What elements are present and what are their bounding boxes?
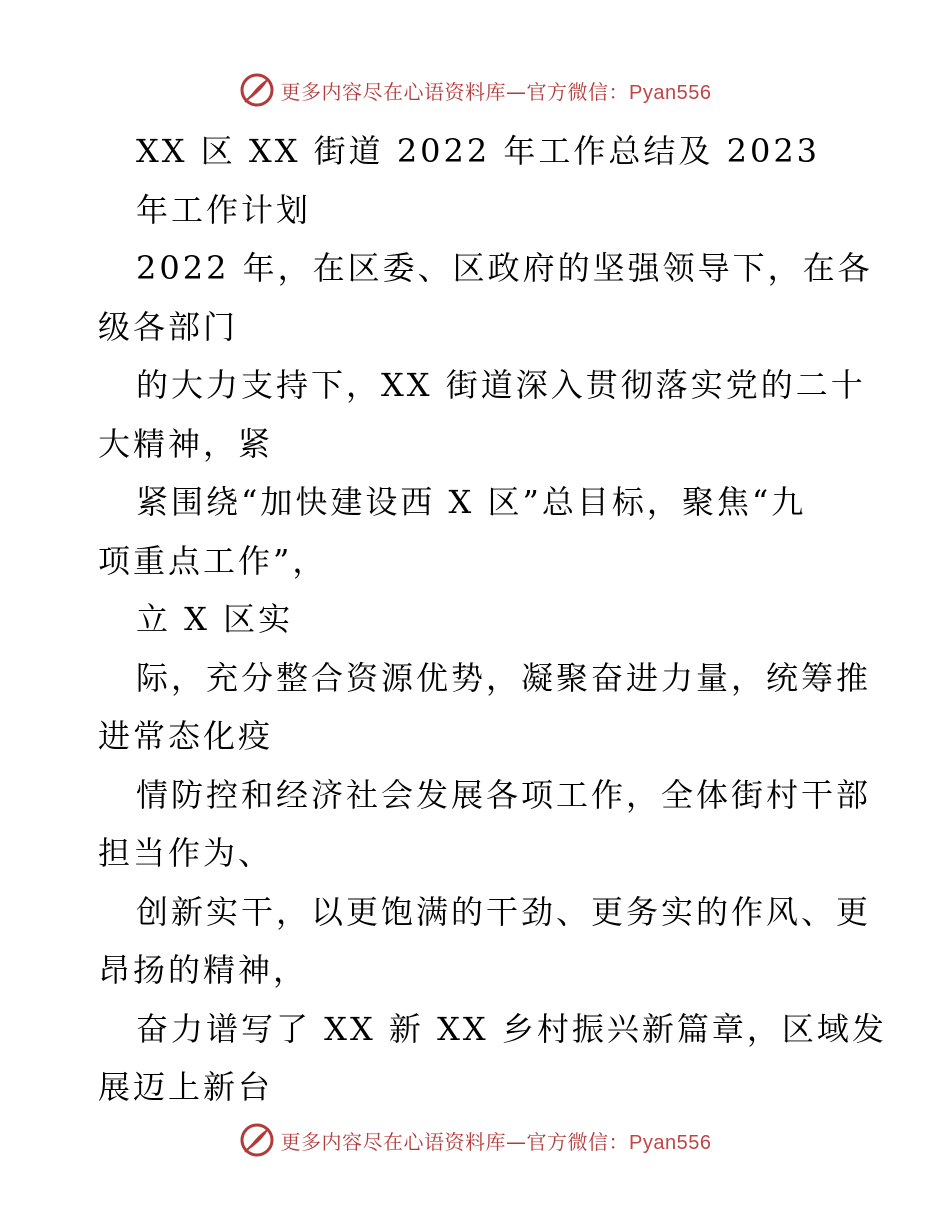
document-line: 奋力谱写了 XX 新 XX 乡村振兴新篇章，区域发 [136, 1009, 887, 1048]
document-line: 际，充分整合资源优势，凝聚奋进力量，统筹推 [136, 658, 872, 697]
document-line: 的大力支持下，XX 街道深入贯彻落实党的二十 [136, 366, 866, 404]
document-line: 展迈上新台 [98, 1068, 274, 1106]
watermark-banner-top [0, 68, 950, 112]
document-line: 情防控和经济社会发展各项工作，全体街村干部 [136, 775, 872, 814]
feather-circle-logo-icon [239, 1122, 275, 1158]
document-line: 项重点工作”， [98, 541, 328, 580]
document-line: 担当作为、 [98, 834, 274, 872]
document-line: 大精神，紧 [98, 424, 274, 463]
feather-circle-logo-icon [239, 72, 275, 108]
document-line: 立 X 区实 [136, 600, 294, 638]
watermark-banner-bottom [0, 1118, 950, 1162]
document-line: 级各部门 [98, 307, 239, 346]
document-line: 昂扬的精神， [98, 951, 309, 989]
document-line: 2022 年，在区委、区政府的坚强领导下，在各 [136, 249, 873, 287]
watermark-text: 更多内容尽在心语资料库—官方微信：Pyan556 [280, 1129, 712, 1154]
document-line: 进常态化疫 [98, 717, 274, 755]
document-line: XX 区 XX 街道 2022 年工作总结及 2023 [136, 132, 821, 170]
watermark-text: 更多内容尽在心语资料库—官方微信：Pyan556 [280, 79, 712, 104]
document-line: 年工作计划 [136, 190, 312, 229]
document-line: 紧围绕“加快建设西 X 区”总目标，聚焦“九 [136, 483, 807, 521]
document-line: 创新实干，以更饱满的干劲、更务实的作风、更 [136, 892, 872, 931]
document-body [98, 122, 887, 1117]
